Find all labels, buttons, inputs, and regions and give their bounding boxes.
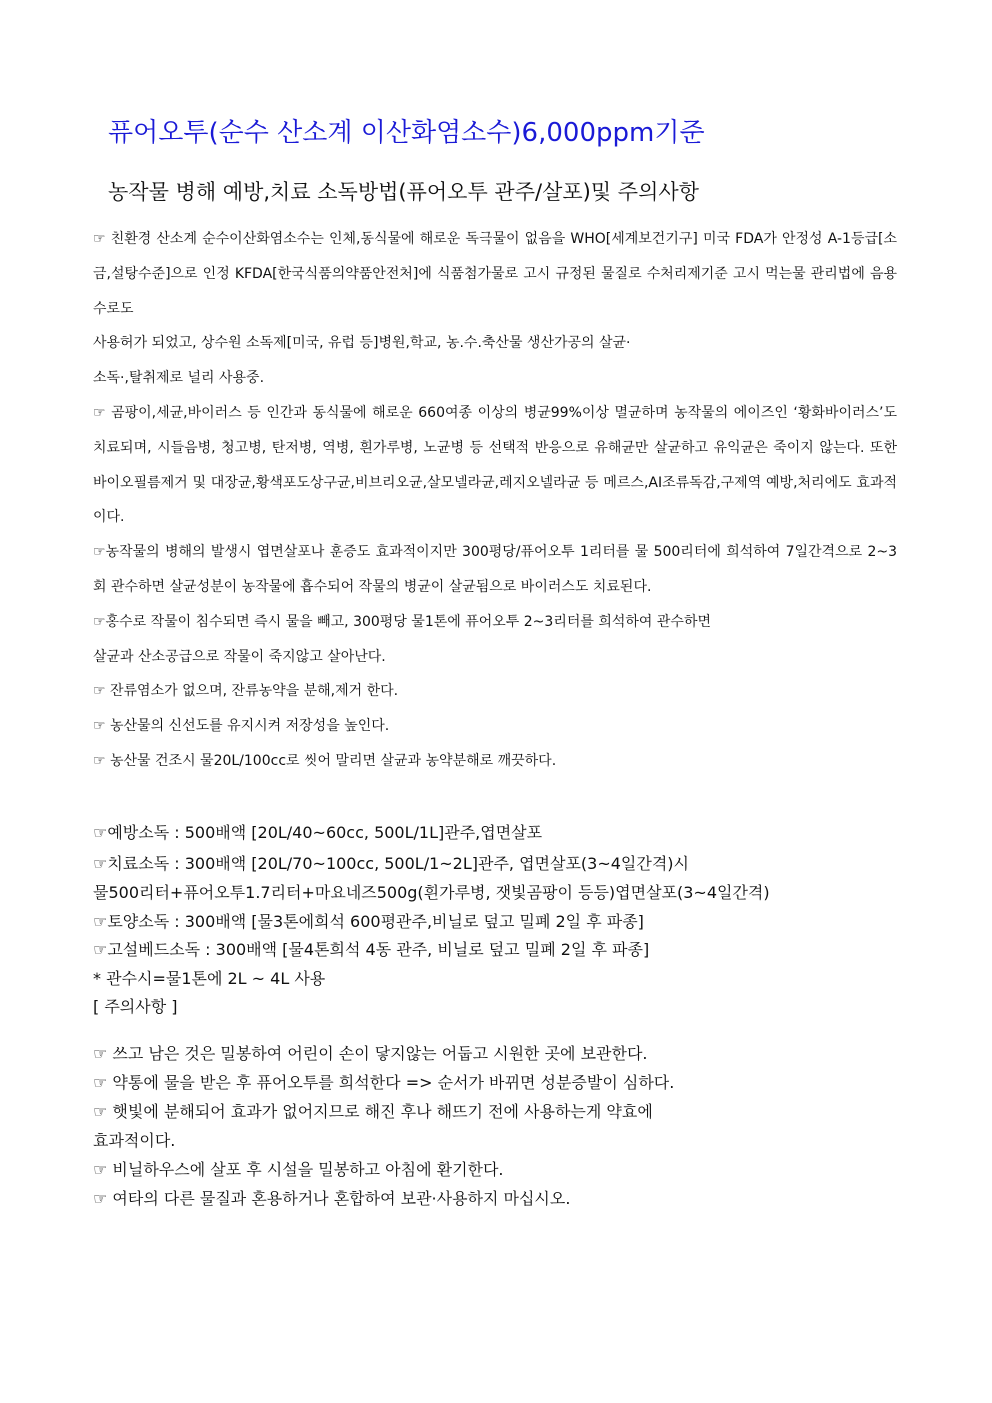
usage-prevent: ☞예방소독 : 500배액 [20L/40~60cc, 500L/1L]관주,엽면살포 — [93, 823, 543, 842]
caution-header: [ 주의사항 ] — [93, 997, 178, 1016]
document-title: 퓨어오투(순수 산소계 이산화염소수)6,000ppm기준 — [108, 118, 705, 148]
usage-irrigation: * 관수시=물1톤에 2L ~ 4L 사용 — [93, 968, 326, 988]
paragraph-flood: ☞홍수로 작물이 침수되면 즉시 물을 빼고, 300평당 물1톤에 퓨어오투 2~3리터를 희석하여 관수하면 — [93, 613, 711, 630]
caution-sunlight: ☞ 햇빛에 분해되어 효과가 없어지므로 해진 후나 해뜨기 전에 사용하는게 약효에 — [93, 1102, 653, 1121]
document-subtitle: 농작물 병해 예방,치료 소독방법(퓨어오투 관주/살포)및 주의사항 — [108, 180, 699, 204]
paragraph-safety-cont: 사용허가 되었고, 상수원 소독제[미국, 유럽 등]병원,학교, 농.수.축산물 생산가공의 살균· — [93, 335, 631, 352]
usage-section — [93, 818, 903, 1022]
usage-bed: ☞고설베드소독 : 300배액 [물4톤희석 4동 관주, 비닐로 덮고 밀폐 2일 후 파종] — [93, 940, 650, 959]
caution-greenhouse: ☞ 비닐하우스에 살포 후 시설을 밀봉하고 아침에 환기한다. — [93, 1160, 504, 1179]
paragraph-flood-cont: 살균과 산소공급으로 작물이 죽지않고 살아난다. — [93, 648, 386, 665]
caution-storage: ☞ 쓰고 남은 것은 밀봉하여 어린이 손이 닿지않는 어둡고 시원한 곳에 보관한다. — [93, 1044, 648, 1063]
caution-dilution-order: ☞ 약통에 물을 받은 후 퓨어오투를 희석한다 => 순서가 바뀌면 성분증발이 심하다. — [93, 1073, 675, 1092]
paragraph-crop-disease: ☞농작물의 병해의 발생시 엽면살포나 훈증도 효과적이지만 300평당/퓨어오투 1리터를 물 500리터에 희석하여 7일간격으로 2~3회 관수하면 살균성분이 농작물에 흡수되어 작물의 병균이 살균됨으로 바이러스도 치료된다. — [93, 544, 897, 595]
caution-section — [93, 1039, 903, 1213]
usage-soil: ☞토양소독 : 300배액 [물3톤에희석 600평관주,비닐로 덮고 밀폐 2일 후 파종] — [93, 911, 644, 931]
paragraph-safety-end: 소독·,탈취제로 널리 사용중. — [93, 370, 265, 387]
paragraph-freshness: ☞ 농산물의 신선도를 유지시켜 저장성을 높인다. — [93, 718, 390, 735]
paragraph-residual-chlorine: ☞ 잔류염소가 없으며, 잔류농약을 분해,제거 한다. — [93, 683, 399, 700]
usage-treat: ☞치료소독 : 300배액 [20L/70~100cc, 500L/1~2L]관주, 엽면살포(3~4일간격)시 — [93, 853, 689, 873]
paragraph-sterilization: ☞ 곰팡이,세균,바이러스 등 인간과 동식물에 해로운 660여종 이상의 병균99%이상 멸균하며 농작물의 에이즈인 ‘황화바이러스’도 치료되며, 시들음병, 청고병, 탄저병, 역병, 흰가루병, 노균병 등 선택적 반응으로 유해균만 살균하고 유익균은 죽이지 않는다. 또한 바이오필름제거 및 대장균,황색포도상구균,비브리오균,살모넬라균,레지오넬라균 등 메르스,AI조류독감,구제역 예방,처리에도 효과적이다. — [93, 404, 897, 526]
caution-sunlight-cont: 효과적이다. — [93, 1131, 176, 1150]
usage-treat-recipe: 물500리터+퓨어오투1.7리터+마요네즈500g(흰가루병, 잿빛곰팡이 등등)엽면살포(3~4일간격) — [93, 883, 770, 902]
paragraph-drying: ☞ 농산물 건조시 물20L/100cc로 씻어 말리면 살균과 농약분해로 깨끗하다. — [93, 752, 557, 769]
intro-section — [93, 222, 897, 779]
caution-mixing: ☞ 여타의 다른 물질과 혼용하거나 혼합하여 보관·사용하지 마십시오. — [93, 1189, 571, 1208]
paragraph-safety: ☞ 친환경 산소계 순수이산화염소수는 인체,동식물에 해로운 독극물이 없음을 WHO[세계보건기구] 미국 FDA가 안정성 A-1등급[소금,설탕수준]으로 인정 KFDA[한국식품의약품안전처]에 식품첨가물로 고시 규정된 물질로 수처리제기준 고시 먹는물 관리법에 음용수로도 — [93, 231, 897, 317]
